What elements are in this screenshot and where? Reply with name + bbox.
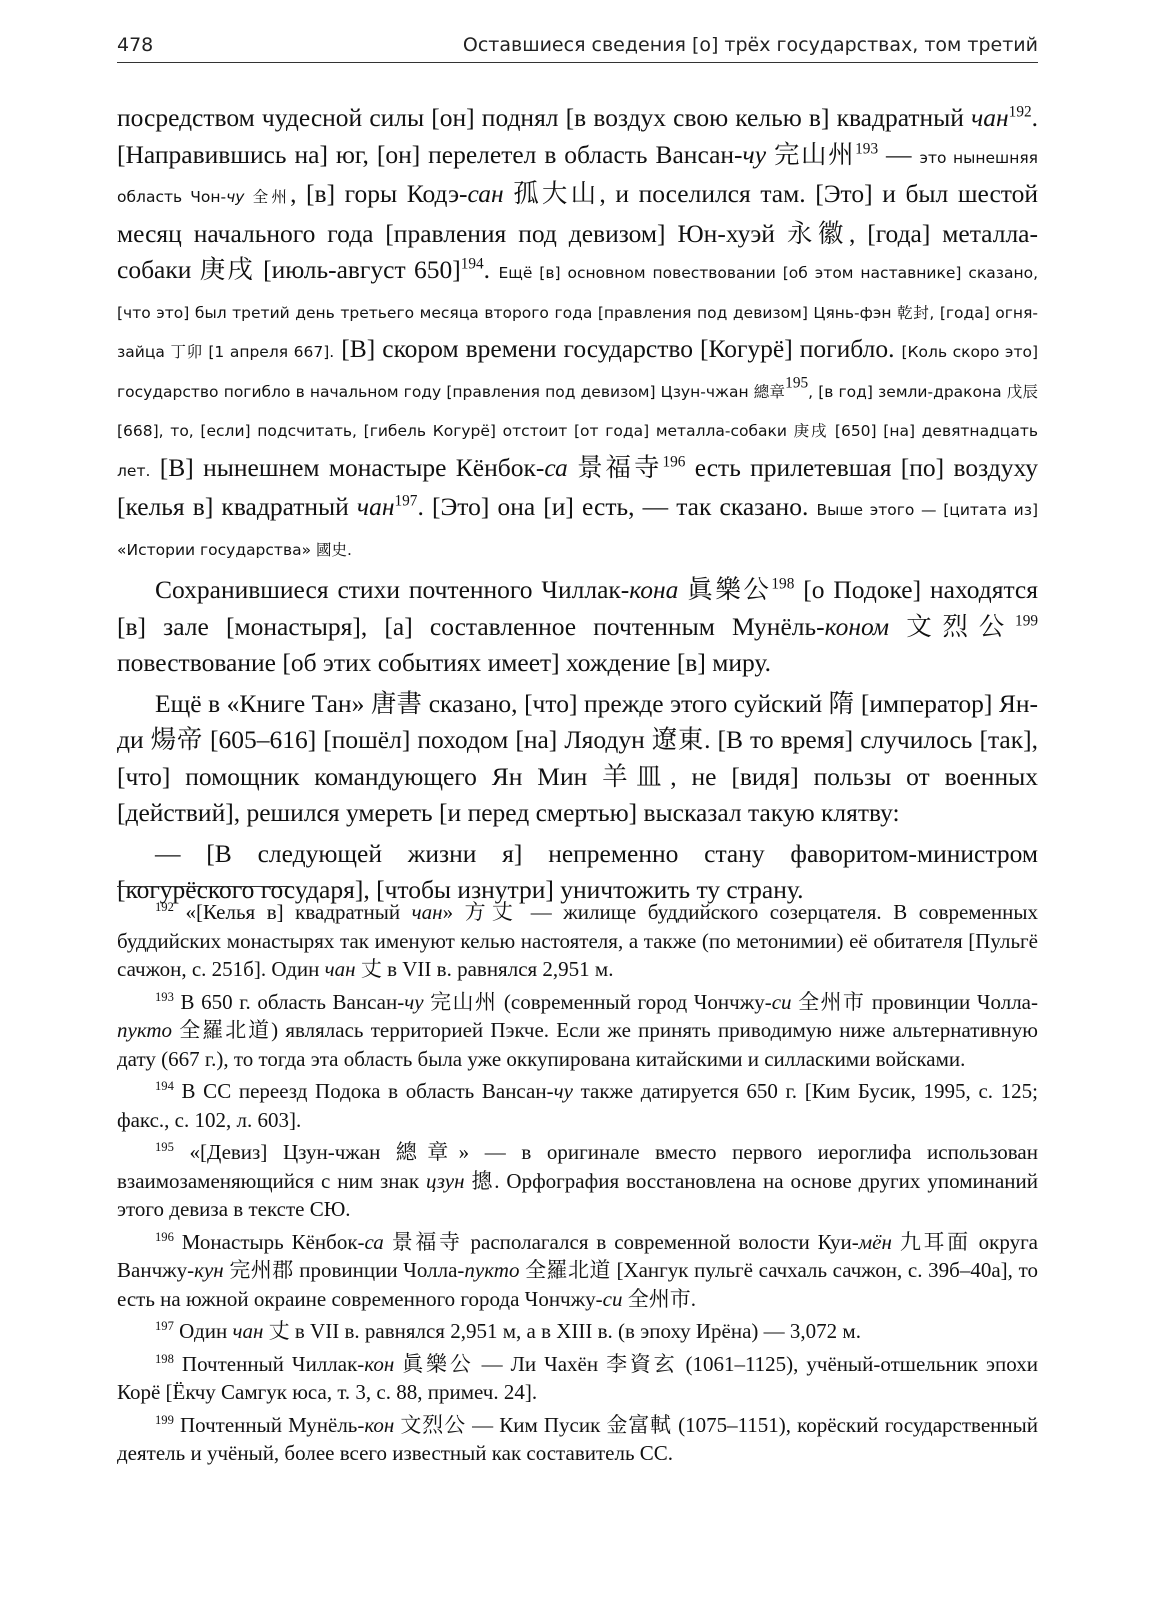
- text-run: [В] скором времени государство [Когурё] погибло.: [334, 334, 902, 363]
- text-run: есть прилетевшая [по] воздуху [келья в] квадратный: [117, 452, 1038, 521]
- text-run: 全羅北道 [Хангук пульгё сачхаль сачжон, с. 39б–40а], то есть на южной окраине современного города Чончжу-: [117, 1258, 1038, 1311]
- commentary-text: [Коль скоро это] государство погибло в начальном году [правления под девизом] Цзун-чжан 總章: [117, 343, 1038, 401]
- commentary-italic: чу: [226, 188, 245, 206]
- footnote-marker: 194: [155, 1079, 174, 1093]
- footnote-marker: 199: [155, 1412, 174, 1427]
- text-run: .: [483, 255, 499, 284]
- text-run: 九耳面 округа Ванчжу-: [117, 1229, 1038, 1282]
- footnote-193: [117, 988, 1038, 1074]
- italic-term: кона: [629, 575, 679, 604]
- footnote-196: [117, 1228, 1038, 1314]
- italic-term: чан: [411, 900, 443, 924]
- footnotes: [117, 898, 1038, 1472]
- italic-term: чан: [971, 103, 1009, 132]
- text-run: » 方丈 — жилище буддийского созерцателя. В современных буддийских монастырях так именуют келью настоятеля, а также (по метонимии) её обитателя [Пульгё сачжон, с. 251б]. Один: [117, 900, 1038, 981]
- footnote-199: [117, 1411, 1038, 1468]
- text-run: 景福寺: [567, 452, 663, 482]
- text-run: посредством чудесной силы [он] поднял [в воздух свою келью в] квадратный: [117, 103, 972, 132]
- text-run: 完山州 (современный город Чончжу-: [423, 989, 772, 1014]
- text-run: 完州郡 провинции Чолла-: [223, 1258, 465, 1282]
- commentary-text: Выше этого — [цитата из] «Истории государства» 國史.: [117, 501, 1038, 559]
- text-run: также датируется 650 г. [Ким Бусик, 1995, с. 125; факс., с. 102, л. 603].: [117, 1079, 1038, 1132]
- italic-term: цзун: [425, 1168, 465, 1193]
- commentary-text: это нынешняя область Чон-: [117, 148, 1038, 206]
- text-run: 孤大山, и поселился там. [Это] и был шестой месяц начального года [правления под девизом] Юн-хуэй 永徽, [года] металла-собаки 庚戌 [июль-август 650]: [117, 179, 1038, 284]
- text-run: — [В следующей жизни я] непременно стану фаворитом-министром [когурёского государя], [чтобы изнутри] уничтожить ту страну.: [117, 838, 1038, 904]
- footnote-marker: 196: [662, 453, 686, 470]
- italic-term: си: [602, 1286, 623, 1311]
- commentary-text: Ещё [в] основном повествовании [об этом наставнике] сказано, [что это] был третий день третьего месяца второго года [правления под девизом] Цянь-фэн 乾封, [года] огня-зайца 丁卯 [1 апреля 667].: [117, 264, 1038, 361]
- footnote-marker: 198: [771, 575, 795, 593]
- text-run: 全州市.: [622, 1286, 696, 1311]
- text-run: Почтенный Мунёль-: [173, 1412, 365, 1437]
- footnote-marker: 199: [1015, 612, 1038, 629]
- text-run: 文烈公: [889, 611, 1016, 641]
- italic-term: кун: [194, 1258, 224, 1282]
- text-run: 完山州: [766, 139, 856, 169]
- footnote-marker: 195: [785, 374, 809, 391]
- italic-term: чан: [356, 492, 395, 521]
- text-run: [В] нынешнем монастыре Кёнбок-: [150, 452, 545, 482]
- footnote-marker: 193: [155, 989, 174, 1004]
- italic-term: кон: [364, 1412, 395, 1437]
- italic-term: мён: [858, 1229, 892, 1254]
- text-run: 丈 в VII в. равнялся 2,951 м, а в XIII в. (в эпоху Ирёна) — 3,072 м.: [263, 1319, 861, 1343]
- footnote-marker: 197: [155, 1319, 174, 1333]
- text-run: 眞樂公 — Ли Чахён 李資玄 (1061–1125), учёный-отшельник эпохи Корё [Ёкчу Самгук юса, т. 3, с. 88, примеч. 24].: [117, 1351, 1038, 1404]
- footnote-194: [117, 1077, 1038, 1134]
- footnote-197: [117, 1317, 1038, 1346]
- italic-term: си: [771, 989, 792, 1014]
- running-title: Оставшиеся сведения [о] трёх государствах, том третий: [462, 34, 1038, 56]
- text-run: [о Подоке] находятся [в] зале [монастыря], [а] составленное почтенным Мунёль-: [117, 575, 1038, 641]
- footnote-marker: 197: [394, 492, 418, 510]
- text-run: , [в] горы Кодэ-: [290, 179, 468, 208]
- text-run: 景福寺 располагался в современной волости Куи-: [383, 1229, 859, 1254]
- footnote-marker: 193: [855, 140, 879, 157]
- text-run: В СС переезд Подока в область Вансан-: [173, 1079, 554, 1103]
- text-run: —: [878, 139, 920, 169]
- italic-term: са: [364, 1229, 384, 1254]
- footnote-198: [117, 1350, 1038, 1407]
- text-run: 全州市 провинции Чолла-: [791, 989, 1038, 1014]
- italic-term: са: [544, 452, 568, 482]
- footnote-192: [117, 898, 1038, 984]
- main-text: [117, 100, 1038, 909]
- text-run: «[Келья в] квадратный: [173, 900, 412, 924]
- footnote-marker: 194: [460, 255, 484, 273]
- italic-term: чу: [553, 1079, 573, 1103]
- text-run: 摠. Орфография восстановлена на основе других упоминаний этого девиза в тексте СЮ.: [117, 1168, 1038, 1221]
- running-header: [117, 34, 1038, 63]
- italic-term: кон: [364, 1351, 395, 1376]
- italic-term: чу: [742, 139, 767, 169]
- footnote-marker: 196: [155, 1229, 174, 1244]
- italic-term: чан: [324, 957, 356, 981]
- commentary-text: , [в год] земли-дракона 戊辰 [668], то, [если] подсчитать, [гибель Когурё] отстоит [от года] металла-собаки 庚戌 [650] [на] девятнадцать лет.: [117, 382, 1038, 480]
- text-run: Ещё в «Книге Тан» 唐書 сказано, [что] прежде этого суйский 隋 [император] Ян-ди 煬帝 [605–616] [пошёл] походом [на] Ляодун 遼東. [В то время] случилось [так], [что] помощник командующего Ян Мин 羊皿, не [видя] пользы от военных [действий], решился умереть [и перед смертью] высказал такую клятву:: [117, 688, 1038, 827]
- footnote-marker: 198: [155, 1351, 174, 1366]
- text-run: В 650 г. область Вансан-: [173, 989, 405, 1014]
- italic-term: чан: [232, 1319, 264, 1343]
- commentary-text: 全州: [244, 188, 291, 206]
- text-run: 文烈公 — Ким Пусик 金富軾 (1075–1151), корёский государственный деятель и учёный, более всего известный как составитель СС.: [117, 1412, 1038, 1465]
- page-number: 478: [117, 34, 154, 56]
- italic-term: чу: [404, 989, 424, 1014]
- text-run: повествование [об этих событиях имеет] хождение [в] миру.: [117, 648, 771, 677]
- italic-term: пукто: [117, 1018, 173, 1042]
- text-run: Сохранившиеся стихи почтенного Чиллак-: [155, 575, 630, 604]
- text-run: 丈 в VII в. равнялся 2,951 м.: [355, 957, 614, 981]
- footnote-marker: 192: [155, 900, 174, 914]
- text-run: Один: [173, 1319, 233, 1343]
- text-run: 全羅北道) являлась территорией Пэкче. Если же принять приводимую ниже альтернативную дату (667 г.), то тогда эта область была уже оккупирована китайскими и силласкими войсками.: [117, 1018, 1038, 1071]
- footnote-195: [117, 1138, 1038, 1224]
- body-paragraph: [117, 572, 1038, 682]
- body-paragraph: [117, 686, 1038, 832]
- text-run: . [Это] она [и] есть, — так сказано.: [417, 492, 817, 521]
- footnote-marker: 195: [155, 1140, 174, 1154]
- italic-term: пукто: [464, 1258, 520, 1282]
- italic-term: коном: [824, 611, 890, 641]
- text-run: 眞樂公: [678, 575, 772, 604]
- text-run: Почтенный Чиллак-: [173, 1351, 365, 1376]
- footnote-marker: 192: [1008, 103, 1032, 121]
- text-run: Монастырь Кёнбок-: [173, 1229, 365, 1254]
- text-run: «[Девиз] Цзун-чжан 總章» — в оригинале вместо первого иероглифа использован взаимозаменяющийся с ним знак: [117, 1140, 1038, 1193]
- italic-term: сан: [467, 179, 504, 208]
- body-paragraph: [117, 100, 1038, 568]
- footnote-separator: [117, 886, 293, 887]
- text-run: . [Направившись на] юг, [он] перелетел в область Вансан-: [117, 103, 1038, 169]
